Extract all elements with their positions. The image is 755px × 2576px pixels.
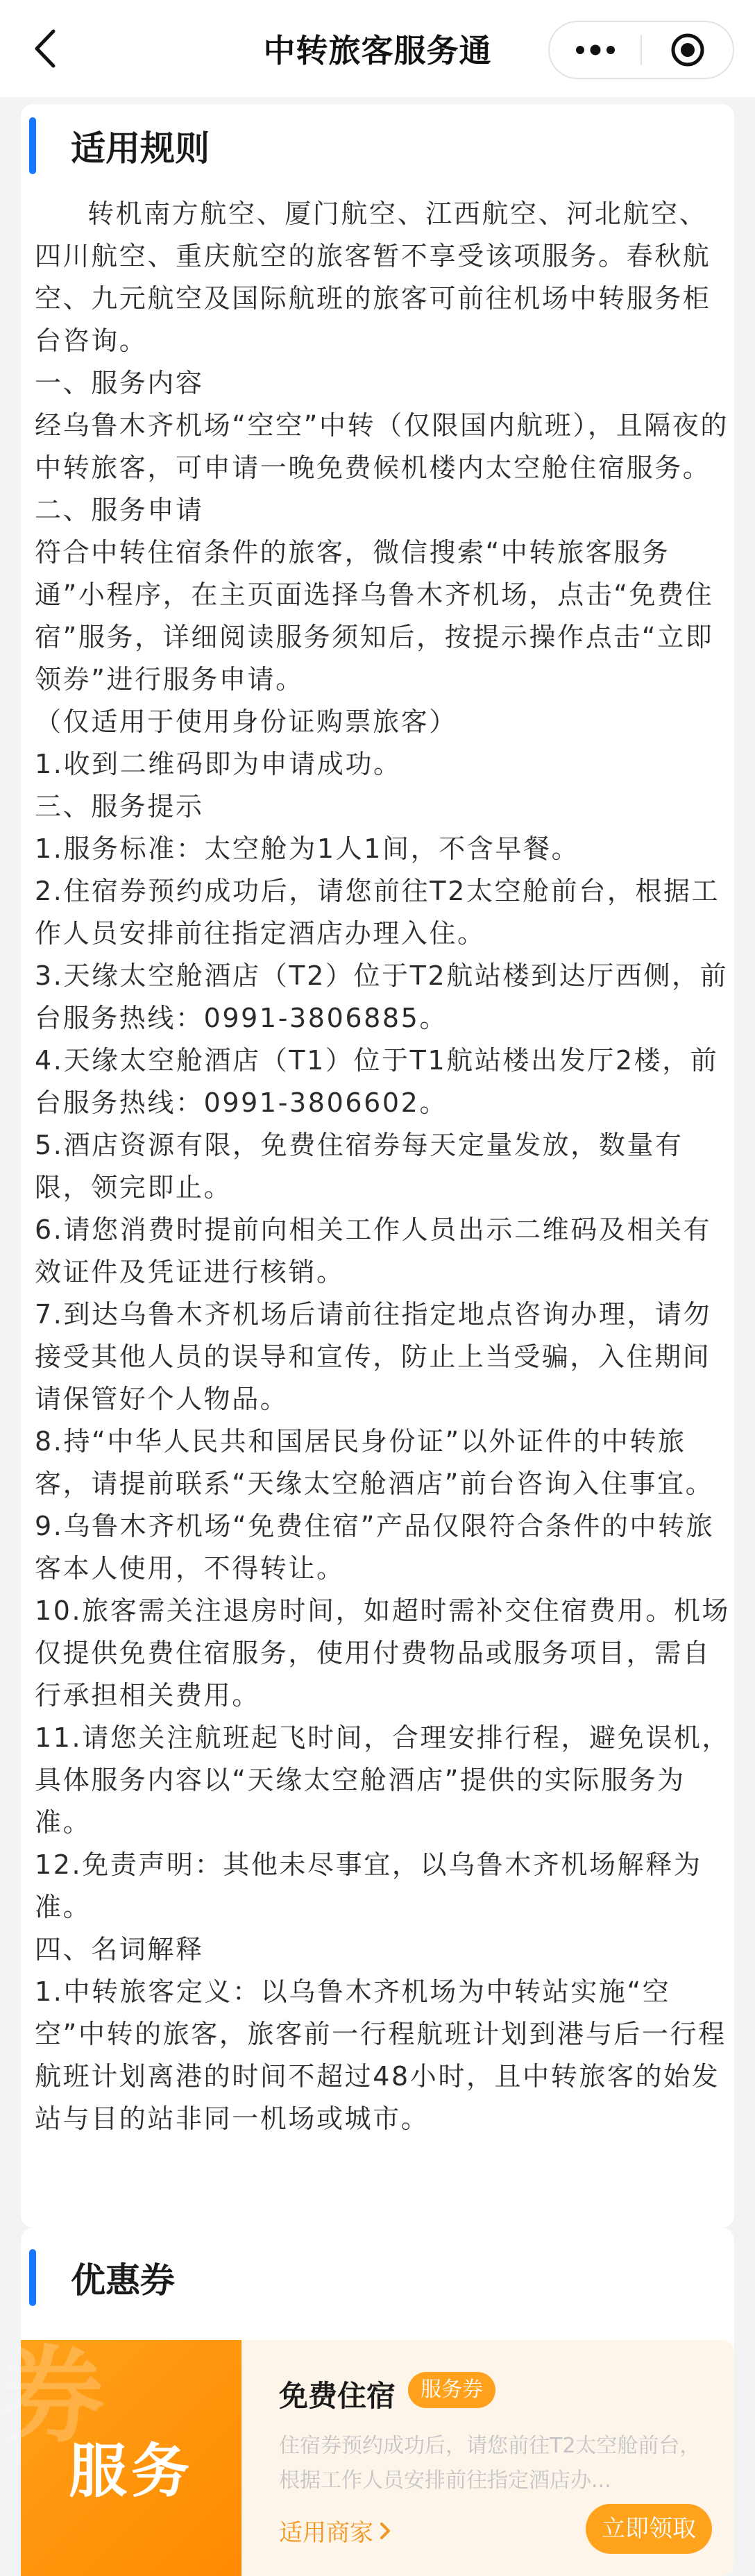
rules-paragraph: 1.收到二维码即为申请成功。 — [35, 749, 402, 779]
rules-paragraph: 2.住宿券预约成功后，请您前往T2太空舱前台，根据工作人员安排前往指定酒店办理入住。 — [35, 876, 720, 949]
chevron-right-icon — [378, 2520, 393, 2541]
rules-paragraph: 8.持“中华人民共和国居民身份证”以外证件的中转旅客，请提前联系“天缘太空舱酒店”前台咨询入住事宜。 — [35, 1426, 714, 1499]
rules-paragraph: 5.酒店资源有限，免费住宿券每天定量发放，数量有限，领完即止。 — [35, 1130, 684, 1203]
rules-paragraph: 10.旅客需关注退房时间，如超时需补交住宿费用。机场仅提供免费住宿服务，使用付费物品或服务项目，需自行承担相关费用。 — [35, 1595, 731, 1711]
chevron-left-icon — [33, 28, 56, 69]
rules-paragraph: 符合中转住宿条件的旅客，微信搜索“中转旅客服务通”小程序，在主页面选择乌鲁木齐机场，点击“免费住宿”服务，详细阅读服务须知后，按提示操作点击“立即领券”进行服务申请。 — [35, 537, 714, 695]
coupon-header — [29, 2250, 175, 2305]
close-button[interactable] — [642, 22, 733, 78]
more-button[interactable] — [550, 22, 641, 78]
rules-paragraph: （仅适用于使用身份证购票旅客） — [35, 706, 458, 737]
rules-heading: 二、服务申请 — [35, 495, 204, 525]
rules-text — [35, 193, 733, 2140]
rules-paragraph: 4.天缘太空舱酒店（T1）位于T1航站楼出发厅2楼，前台服务热线：0991-3806602。 — [35, 1045, 719, 1118]
nav-bar — [0, 0, 755, 97]
coupon-badge — [0, 2336, 241, 2576]
rules-paragraph: 1.服务标准：太空舱为1人1间，不含早餐。 — [35, 833, 580, 864]
merchant-link-label: 适用商家 — [279, 2519, 373, 2547]
coupon-section — [0, 2228, 734, 2557]
coupon-name: 免费住宿 — [279, 2379, 396, 2413]
rules-paragraph: 1.中转旅客定义：以乌鲁木齐机场为中转站实施“空空”中转的旅客，旅客前一行程航班计划到港与后一行程航班计划离港的时间不超过48小时，且中转旅客的始发站与目的站非同一机场或城市。 — [35, 1976, 727, 2134]
rules-heading: 一、服务内容 — [35, 368, 204, 398]
more-dots-icon — [575, 44, 616, 56]
rules-title: 适用规则 — [71, 128, 210, 169]
target-circle-icon — [670, 32, 706, 68]
rules-paragraph: 6.请您消费时提前向相关工作人员出示二维码及相关有效证件及凭证进行核销。 — [35, 1214, 712, 1287]
mini-program-capsule — [548, 21, 734, 79]
rules-paragraph: 11.请您关注航班起飞时间，合理安排行程，避免误机，具体服务内容以“天缘太空舱酒店”提供的实际服务为准。 — [35, 1722, 731, 1838]
coupon-item[interactable] — [0, 2336, 734, 2576]
coupon-details — [262, 2340, 720, 2576]
coupon-watermark: 券 — [0, 2336, 105, 2457]
rules-paragraph: 经乌鲁木齐机场“空空”中转（仅限国内航班），且隔夜的中转旅客，可申请一晚免费候机楼内太空舱住宿服务。 — [35, 410, 729, 483]
rules-paragraph: 转机南方航空、厦门航空、江西航空、河北航空、四川航空、重庆航空的旅客暂不享受该项服务。春秋航空、九元航空及国际航班的旅客可前往机场中转服务柜台咨询。 — [35, 198, 711, 356]
rules-heading: 四、名词解释 — [35, 1934, 204, 1965]
rules-paragraph: 3.天缘太空舱酒店（T2）位于T2航站楼到达厅西侧，前台服务热线：0991-3806885。 — [35, 960, 729, 1033]
section-accent-bar — [29, 117, 36, 174]
back-button[interactable] — [24, 25, 65, 72]
rules-card — [21, 104, 734, 2228]
applicable-merchants-link[interactable] — [279, 2514, 393, 2548]
page-title: 中转旅客服务通 — [263, 32, 492, 69]
rules-paragraph: 7.到达乌鲁木齐机场后请前往指定地点咨询办理，请勿接受其他人员的误导和宣传，防止上当受骗，入住期间请保管好个人物品。 — [35, 1299, 712, 1414]
coupon-type-label: 服务 — [68, 2437, 194, 2505]
claim-now-button[interactable]: 立即领取 — [586, 2504, 712, 2554]
coupon-section-title: 优惠券 — [71, 2260, 175, 2300]
coupon-tag-badge: 服务券 — [408, 2372, 495, 2408]
rules-header — [29, 118, 210, 173]
coupon-description: 住宿券预约成功后，请您前往T2太空舱前台，根据工作人员安排前往指定酒店办... — [279, 2434, 701, 2493]
rules-heading: 三、服务提示 — [35, 791, 204, 822]
section-accent-bar — [29, 2249, 36, 2306]
rules-paragraph: 12.免责声明：其他未尽事宜，以乌鲁木齐机场解释为准。 — [35, 1849, 702, 1922]
rules-paragraph: 9.乌鲁木齐机场“免费住宿”产品仅限符合条件的中转旅客本人使用，不得转让。 — [35, 1511, 715, 1584]
